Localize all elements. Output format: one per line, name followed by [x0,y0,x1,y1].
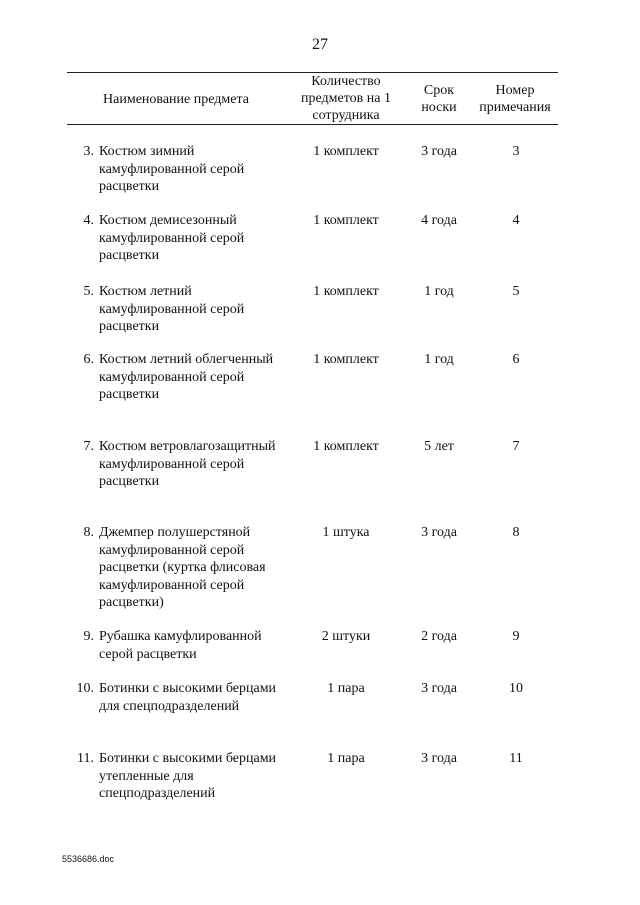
row-term: 1 год [424,352,454,367]
row-item-name: Ботинки с высокими берцами для спецподразделений [99,681,277,714]
row-item-name: Костюм ветровлагозащитный камуфлированной серой расцветки [99,439,276,489]
row-item-name: Костюм летний камуфлированной серой расцветки [99,284,245,334]
row-item-name: Костюм демисезонный камуфлированной серой расцветки [99,213,245,263]
row-note-number: 9 [512,629,520,644]
row-note-number: 7 [512,439,520,454]
row-quantity: 1 комплект [313,144,379,159]
row-item-name: Костюм летний облегченный камуфлированной серой расцветки [99,352,274,402]
row-quantity: 1 комплект [313,213,379,228]
header-name: Наименование предмета [103,92,249,107]
row-number: 7. [83,439,94,454]
row-note-number: 8 [512,525,520,540]
row-item-name: Ботинки с высокими берцами утепленные для спецподразделений [99,751,277,801]
row-number: 5. [83,284,94,299]
row-note-number: 6 [512,352,520,367]
row-term: 3 года [421,144,457,159]
row-quantity: 2 штуки [321,629,371,644]
row-note-number: 4 [512,213,520,228]
header-quantity: Количество предметов на 1 сотрудника [301,74,391,123]
row-quantity: 1 пара [327,751,365,766]
row-term: 1 год [424,284,454,299]
row-number: 6. [83,352,94,367]
row-note-number: 10 [509,681,523,696]
row-quantity: 1 комплект [313,352,379,367]
row-term: 3 года [421,751,457,766]
row-number: 9. [83,629,94,644]
row-term: 2 года [421,629,457,644]
row-term: 3 года [421,681,457,696]
table-header-rule [67,124,558,125]
header-term: Срок носки [421,83,457,115]
row-number: 8. [83,525,94,540]
row-number: 4. [83,213,94,228]
row-item-name: Рубашка камуфлированной серой расцветки [99,629,262,662]
page-number: 27 [312,36,328,53]
footer-filename: 5536686.doc [62,854,115,864]
row-note-number: 3 [512,144,520,159]
row-item-name: Костюм зимний камуфлированной серой расцветки [99,144,245,194]
row-note-number: 11 [509,751,523,766]
row-quantity: 1 пара [327,681,365,696]
row-number: 10. [76,681,94,696]
row-note-number: 5 [512,284,520,299]
row-quantity: 1 комплект [313,439,379,454]
row-term: 5 лет [424,439,454,454]
row-term: 3 года [421,525,457,540]
row-item-name: Джемпер полушерстяной камуфлированной серой расцветки (куртка флисовая камуфлированной серой расцветки) [99,525,266,610]
row-quantity: 1 комплект [313,284,379,299]
row-number: 11. [77,751,94,766]
header-note: Номер примечания [479,83,551,115]
row-term: 4 года [421,213,457,228]
row-quantity: 1 штука [322,525,370,540]
row-number: 3. [83,144,94,159]
